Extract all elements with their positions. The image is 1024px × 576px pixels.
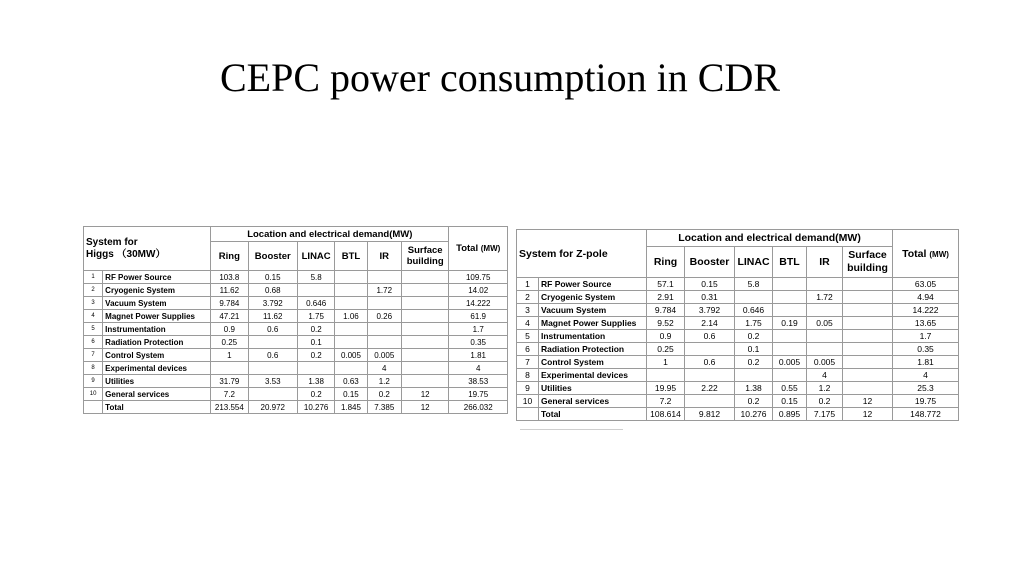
cell-value: 1.845 bbox=[335, 401, 367, 414]
row-index: 6 bbox=[517, 343, 539, 356]
row-index: 9 bbox=[84, 375, 103, 388]
column-header: IR bbox=[807, 247, 843, 278]
cell-value: 0.2 bbox=[735, 330, 773, 343]
cell-value bbox=[248, 336, 297, 349]
system-header-line2: Higgs （30MW） bbox=[86, 248, 166, 260]
table-row bbox=[84, 271, 508, 284]
row-index: 7 bbox=[84, 349, 103, 362]
table-row bbox=[517, 330, 959, 343]
cell-value: 1.38 bbox=[735, 382, 773, 395]
row-total: 61.9 bbox=[449, 310, 508, 323]
cell-value bbox=[401, 323, 449, 336]
row-system-name: Control System bbox=[539, 356, 647, 369]
cell-value: 0.26 bbox=[367, 310, 401, 323]
table-row bbox=[517, 408, 959, 421]
cell-value: 0.15 bbox=[335, 388, 367, 401]
table-row bbox=[517, 317, 959, 330]
cell-value: 3.53 bbox=[248, 375, 297, 388]
cell-value bbox=[335, 271, 367, 284]
cell-value: 1.75 bbox=[735, 317, 773, 330]
cell-value bbox=[401, 336, 449, 349]
cell-value: 1.38 bbox=[297, 375, 334, 388]
row-index: 1 bbox=[517, 278, 539, 291]
cell-value: 0.2 bbox=[297, 388, 334, 401]
cell-value: 0.6 bbox=[685, 330, 735, 343]
cell-value: 9.52 bbox=[647, 317, 685, 330]
cell-value: 1 bbox=[647, 356, 685, 369]
row-index bbox=[517, 408, 539, 421]
row-system-name: RF Power Source bbox=[103, 271, 211, 284]
cell-value: 0.15 bbox=[773, 395, 807, 408]
row-index: 4 bbox=[517, 317, 539, 330]
row-total: 4.94 bbox=[893, 291, 959, 304]
cell-value: 3.792 bbox=[248, 297, 297, 310]
cell-value bbox=[401, 375, 449, 388]
cell-value: 12 bbox=[843, 395, 893, 408]
row-total: 14.222 bbox=[449, 297, 508, 310]
cell-value bbox=[248, 388, 297, 401]
total-header-unit: (MW) bbox=[929, 249, 949, 259]
cell-value: 10.276 bbox=[735, 408, 773, 421]
cell-value bbox=[401, 297, 449, 310]
cell-value bbox=[401, 271, 449, 284]
row-index: 10 bbox=[517, 395, 539, 408]
cell-value: 0.05 bbox=[807, 317, 843, 330]
divider-line bbox=[520, 429, 623, 430]
row-index: 8 bbox=[84, 362, 103, 375]
column-header: Surface building bbox=[401, 242, 449, 271]
row-total: 148.772 bbox=[893, 408, 959, 421]
system-header-line1: System for bbox=[86, 236, 138, 248]
cell-value bbox=[647, 369, 685, 382]
table-row bbox=[84, 284, 508, 297]
row-system-name: Experimental devices bbox=[539, 369, 647, 382]
table-row bbox=[517, 369, 959, 382]
cell-value bbox=[685, 395, 735, 408]
cell-value bbox=[807, 343, 843, 356]
cell-value: 9.784 bbox=[211, 297, 248, 310]
cell-value: 3.792 bbox=[685, 304, 735, 317]
cell-value bbox=[843, 343, 893, 356]
row-index: 10 bbox=[84, 388, 103, 401]
cell-value: 12 bbox=[843, 408, 893, 421]
row-total: 1.7 bbox=[449, 323, 508, 336]
cell-value: 4 bbox=[367, 362, 401, 375]
row-total: 13.65 bbox=[893, 317, 959, 330]
cell-value: 0.2 bbox=[367, 388, 401, 401]
row-total: 4 bbox=[449, 362, 508, 375]
cell-value: 0.25 bbox=[211, 336, 248, 349]
row-system-name: Cryogenic System bbox=[103, 284, 211, 297]
table-row bbox=[84, 323, 508, 336]
table-row bbox=[517, 291, 959, 304]
cell-value bbox=[335, 362, 367, 375]
cell-value bbox=[735, 369, 773, 382]
cell-value: 0.9 bbox=[647, 330, 685, 343]
cell-value: 12 bbox=[401, 388, 449, 401]
row-system-name: Radiation Protection bbox=[539, 343, 647, 356]
row-total: 1.81 bbox=[893, 356, 959, 369]
slide-title: CEPC power consumption in CDR bbox=[219, 55, 781, 100]
cell-value: 0.1 bbox=[735, 343, 773, 356]
table-row bbox=[84, 310, 508, 323]
zpole-power-table bbox=[516, 229, 959, 421]
cell-value bbox=[401, 310, 449, 323]
total-header-unit: (MW) bbox=[480, 244, 501, 253]
cell-value: 0.55 bbox=[773, 382, 807, 395]
cell-value bbox=[401, 362, 449, 375]
cell-value: 0.6 bbox=[248, 323, 297, 336]
row-total: 63.05 bbox=[893, 278, 959, 291]
cell-value bbox=[685, 343, 735, 356]
row-total: 14.222 bbox=[893, 304, 959, 317]
cell-value: 0.895 bbox=[773, 408, 807, 421]
cell-value: 2.14 bbox=[685, 317, 735, 330]
higgs-power-table bbox=[83, 226, 508, 414]
cell-value bbox=[843, 330, 893, 343]
total-header-label: Total bbox=[902, 247, 927, 260]
table-row bbox=[517, 343, 959, 356]
row-total: 0.35 bbox=[449, 336, 508, 349]
row-index: 3 bbox=[517, 304, 539, 317]
row-system-name: Instrumentation bbox=[539, 330, 647, 343]
cell-value: 7.385 bbox=[367, 401, 401, 414]
row-system-name: RF Power Source bbox=[539, 278, 647, 291]
cell-value: 1.72 bbox=[367, 284, 401, 297]
group-header: Location and electrical demand(MW) bbox=[211, 227, 449, 242]
cell-value: 0.19 bbox=[773, 317, 807, 330]
cell-value bbox=[211, 362, 248, 375]
row-system-name: General services bbox=[539, 395, 647, 408]
row-index: 9 bbox=[517, 382, 539, 395]
cell-value: 5.8 bbox=[297, 271, 334, 284]
cell-value: 47.21 bbox=[211, 310, 248, 323]
row-system-name: Utilities bbox=[103, 375, 211, 388]
cell-value: 2.91 bbox=[647, 291, 685, 304]
cell-value bbox=[335, 323, 367, 336]
row-total: 19.75 bbox=[449, 388, 508, 401]
cell-value bbox=[335, 284, 367, 297]
row-system-name: Vacuum System bbox=[103, 297, 211, 310]
total-header bbox=[449, 227, 508, 271]
cell-value: 0.2 bbox=[297, 323, 334, 336]
cell-value: 0.005 bbox=[367, 349, 401, 362]
column-header: Ring bbox=[211, 242, 248, 271]
row-total: 19.75 bbox=[893, 395, 959, 408]
cell-value bbox=[367, 271, 401, 284]
row-total: 1.81 bbox=[449, 349, 508, 362]
table-row bbox=[84, 388, 508, 401]
row-index: 5 bbox=[84, 323, 103, 336]
row-index bbox=[84, 401, 103, 414]
cell-value: 31.79 bbox=[211, 375, 248, 388]
row-index: 1 bbox=[84, 271, 103, 284]
row-index: 2 bbox=[84, 284, 103, 297]
cell-value bbox=[367, 323, 401, 336]
row-system-name: Magnet Power Supplies bbox=[539, 317, 647, 330]
cell-value: 0.646 bbox=[297, 297, 334, 310]
cell-value: 1.2 bbox=[807, 382, 843, 395]
cell-value: 1 bbox=[211, 349, 248, 362]
table-row bbox=[84, 375, 508, 388]
table-row bbox=[517, 356, 959, 369]
total-header-label: Total bbox=[456, 243, 479, 254]
cell-value: 10.276 bbox=[297, 401, 334, 414]
column-header: BTL bbox=[335, 242, 367, 271]
cell-value bbox=[843, 317, 893, 330]
cell-value bbox=[807, 330, 843, 343]
column-header: Ring bbox=[647, 247, 685, 278]
cell-value: 11.62 bbox=[248, 310, 297, 323]
row-index: 8 bbox=[517, 369, 539, 382]
cell-value: 9.812 bbox=[685, 408, 735, 421]
cell-value: 0.646 bbox=[735, 304, 773, 317]
cell-value: 213.554 bbox=[211, 401, 248, 414]
cell-value: 0.2 bbox=[297, 349, 334, 362]
row-system-name: Magnet Power Supplies bbox=[103, 310, 211, 323]
row-total: 266.032 bbox=[449, 401, 508, 414]
row-index: 5 bbox=[517, 330, 539, 343]
cell-value: 0.15 bbox=[248, 271, 297, 284]
cell-value bbox=[807, 304, 843, 317]
cell-value bbox=[843, 356, 893, 369]
cell-value: 1.2 bbox=[367, 375, 401, 388]
row-system-name: General services bbox=[103, 388, 211, 401]
cell-value: 0.6 bbox=[685, 356, 735, 369]
row-system-name: Total bbox=[539, 408, 647, 421]
cell-value bbox=[843, 291, 893, 304]
cell-value: 12 bbox=[401, 401, 449, 414]
column-header: LINAC bbox=[735, 247, 773, 278]
table-row bbox=[84, 349, 508, 362]
cell-value: 7.175 bbox=[807, 408, 843, 421]
cell-value: 0.31 bbox=[685, 291, 735, 304]
cell-value bbox=[248, 362, 297, 375]
cell-value bbox=[735, 291, 773, 304]
table-row bbox=[517, 278, 959, 291]
cell-value: 0.1 bbox=[297, 336, 334, 349]
row-system-name: Control System bbox=[103, 349, 211, 362]
row-index: 4 bbox=[84, 310, 103, 323]
cell-value: 0.25 bbox=[647, 343, 685, 356]
cell-value bbox=[773, 343, 807, 356]
cell-value: 0.005 bbox=[335, 349, 367, 362]
cell-value bbox=[773, 278, 807, 291]
cell-value: 0.005 bbox=[773, 356, 807, 369]
cell-value bbox=[297, 362, 334, 375]
cell-value: 0.005 bbox=[807, 356, 843, 369]
cell-value bbox=[685, 369, 735, 382]
table-row bbox=[84, 336, 508, 349]
column-header: LINAC bbox=[297, 242, 334, 271]
cell-value: 5.8 bbox=[735, 278, 773, 291]
row-system-name: Radiation Protection bbox=[103, 336, 211, 349]
table-row bbox=[84, 297, 508, 310]
cell-value: 0.6 bbox=[248, 349, 297, 362]
row-system-name: Utilities bbox=[539, 382, 647, 395]
cell-value: 1.72 bbox=[807, 291, 843, 304]
row-index: 6 bbox=[84, 336, 103, 349]
cell-value: 20.972 bbox=[248, 401, 297, 414]
total-header bbox=[893, 230, 959, 278]
row-total: 4 bbox=[893, 369, 959, 382]
cell-value bbox=[401, 284, 449, 297]
system-header bbox=[84, 227, 211, 271]
row-total: 14.02 bbox=[449, 284, 508, 297]
cell-value: 108.614 bbox=[647, 408, 685, 421]
column-header: IR bbox=[367, 242, 401, 271]
column-header: Booster bbox=[248, 242, 297, 271]
cell-value bbox=[807, 278, 843, 291]
cell-value: 0.2 bbox=[807, 395, 843, 408]
column-header: Booster bbox=[685, 247, 735, 278]
cell-value bbox=[335, 297, 367, 310]
row-system-name: Experimental devices bbox=[103, 362, 211, 375]
cell-value bbox=[843, 382, 893, 395]
table-row bbox=[517, 304, 959, 317]
cell-value bbox=[367, 297, 401, 310]
system-header: System for Z-pole bbox=[517, 230, 647, 278]
row-total: 38.53 bbox=[449, 375, 508, 388]
cell-value: 7.2 bbox=[647, 395, 685, 408]
row-index: 2 bbox=[517, 291, 539, 304]
cell-value bbox=[297, 284, 334, 297]
row-system-name: Cryogenic System bbox=[539, 291, 647, 304]
column-header: Surface building bbox=[843, 247, 893, 278]
row-index: 3 bbox=[84, 297, 103, 310]
cell-value: 0.68 bbox=[248, 284, 297, 297]
cell-value bbox=[335, 336, 367, 349]
row-total: 0.35 bbox=[893, 343, 959, 356]
column-header: BTL bbox=[773, 247, 807, 278]
cell-value: 7.2 bbox=[211, 388, 248, 401]
table-row bbox=[517, 395, 959, 408]
cell-value: 57.1 bbox=[647, 278, 685, 291]
cell-value: 0.2 bbox=[735, 356, 773, 369]
cell-value: 1.75 bbox=[297, 310, 334, 323]
row-total: 25.3 bbox=[893, 382, 959, 395]
table-row bbox=[84, 401, 508, 414]
cell-value: 0.9 bbox=[211, 323, 248, 336]
cell-value bbox=[773, 291, 807, 304]
row-total: 1.7 bbox=[893, 330, 959, 343]
cell-value: 2.22 bbox=[685, 382, 735, 395]
cell-value: 0.2 bbox=[735, 395, 773, 408]
cell-value: 0.15 bbox=[685, 278, 735, 291]
cell-value bbox=[843, 369, 893, 382]
cell-value: 1.06 bbox=[335, 310, 367, 323]
cell-value: 11.62 bbox=[211, 284, 248, 297]
table-row bbox=[517, 382, 959, 395]
cell-value bbox=[773, 369, 807, 382]
cell-value: 4 bbox=[807, 369, 843, 382]
cell-value: 9.784 bbox=[647, 304, 685, 317]
cell-value: 19.95 bbox=[647, 382, 685, 395]
row-system-name: Total bbox=[103, 401, 211, 414]
cell-value bbox=[773, 330, 807, 343]
cell-value bbox=[773, 304, 807, 317]
row-index: 7 bbox=[517, 356, 539, 369]
cell-value bbox=[843, 304, 893, 317]
group-header: Location and electrical demand(MW) bbox=[647, 230, 893, 247]
cell-value: 103.8 bbox=[211, 271, 248, 284]
cell-value: 0.63 bbox=[335, 375, 367, 388]
cell-value bbox=[401, 349, 449, 362]
cell-value bbox=[367, 336, 401, 349]
cell-value bbox=[843, 278, 893, 291]
row-system-name: Vacuum System bbox=[539, 304, 647, 317]
row-total: 109.75 bbox=[449, 271, 508, 284]
row-system-name: Instrumentation bbox=[103, 323, 211, 336]
table-row bbox=[84, 362, 508, 375]
